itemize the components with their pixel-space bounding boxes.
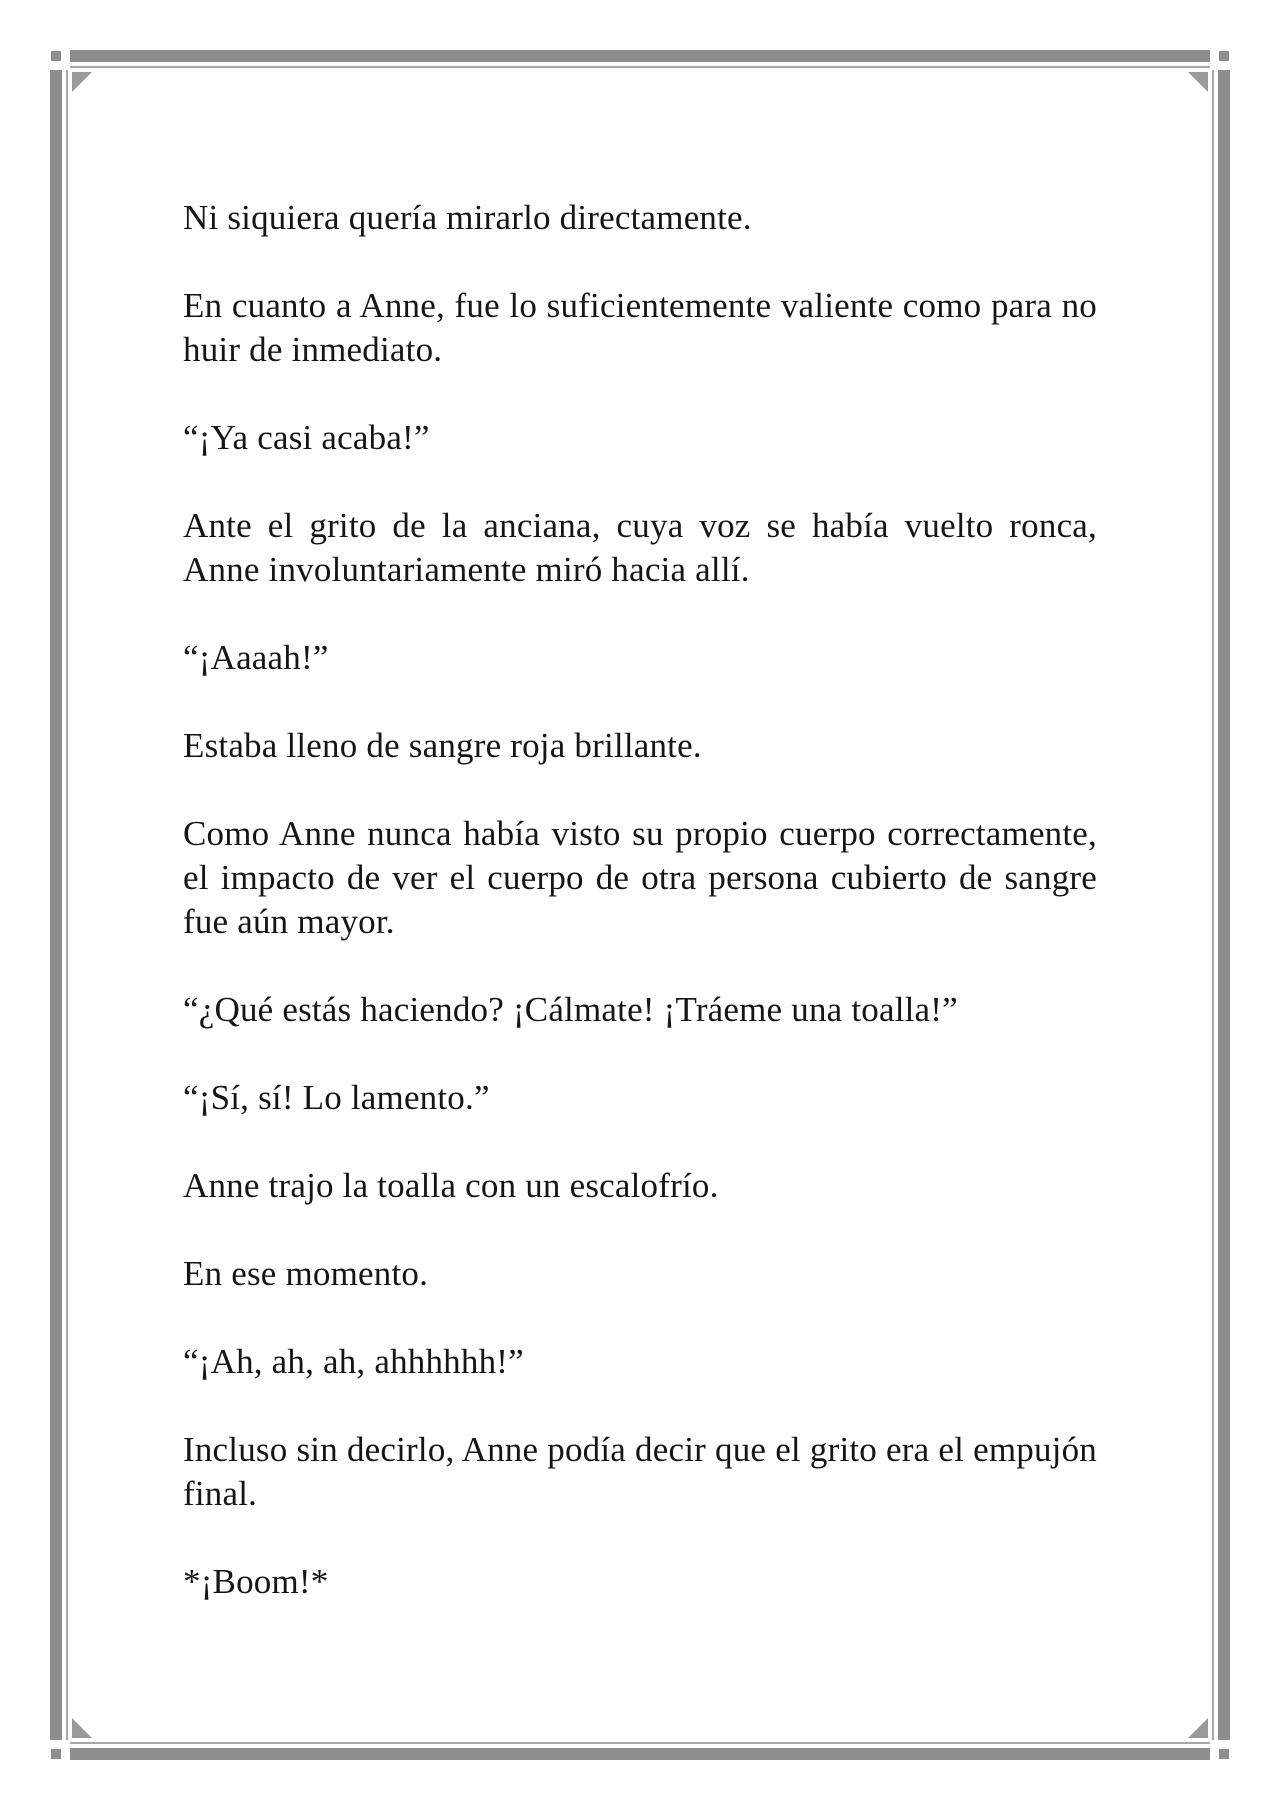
frame-left-border — [50, 70, 62, 1740]
paragraph: Ante el grito de la anciana, cuya voz se había vuelto ronca, Anne involuntariamente miró hacia allí. — [183, 506, 1097, 589]
dialogue-line: “¡Ah, ah, ah, ahhhhhh!” — [183, 1342, 524, 1381]
frame-corner-top-left — [51, 51, 61, 61]
page-body — [183, 196, 1097, 1604]
paragraph: En cuanto a Anne, fue lo suficientemente valiente como para no huir de inmediato. — [183, 286, 1097, 369]
paragraph: Estaba lleno de sangre roja brillante. — [183, 726, 702, 765]
frame-top-border — [70, 50, 1210, 62]
frame-inner-line-right — [1212, 70, 1214, 1740]
paragraph: Anne trajo la toalla con un escalofrío. — [183, 1166, 719, 1205]
frame-inner-line-left — [66, 70, 68, 1740]
dialogue-line: “¿Qué estás haciendo? ¡Cálmate! ¡Tráeme una toalla!” — [183, 990, 958, 1029]
corner-ornament-top-right — [1188, 72, 1208, 92]
frame-inner-line-bottom — [70, 1742, 1210, 1744]
corner-ornament-top-left — [72, 72, 92, 92]
paragraph: En ese momento. — [183, 1254, 429, 1293]
corner-ornament-bottom-left — [72, 1718, 92, 1738]
frame-bottom-border — [70, 1748, 1210, 1760]
paragraph: Incluso sin decirlo, Anne podía decir que el grito era el empujón final. — [183, 1430, 1097, 1513]
dialogue-line: “¡Ya casi acaba!” — [183, 418, 430, 457]
frame-corner-bottom-left — [51, 1749, 61, 1759]
sound-effect: *¡Boom!* — [183, 1562, 329, 1601]
paragraph: Como Anne nunca había visto su propio cuerpo correctamente, el impacto de ver el cuerpo de otra persona cubierto de sangre fue aún mayor. — [183, 814, 1097, 941]
frame-inner-line-top — [70, 66, 1210, 68]
frame-corner-bottom-right — [1219, 1749, 1229, 1759]
dialogue-line: “¡Sí, sí! Lo lamento.” — [183, 1078, 490, 1117]
frame-corner-top-right — [1219, 51, 1229, 61]
corner-ornament-bottom-right — [1188, 1718, 1208, 1738]
frame-right-border — [1218, 70, 1230, 1740]
dialogue-line: “¡Aaaah!” — [183, 638, 329, 677]
paragraph: Ni siquiera quería mirarlo directamente. — [183, 198, 752, 237]
